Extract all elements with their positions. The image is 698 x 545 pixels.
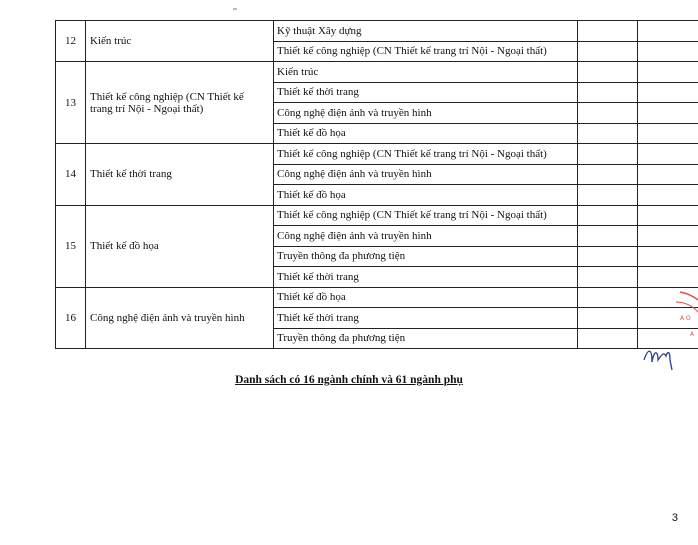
empty-cell xyxy=(578,308,638,329)
sub-major-name: Kỹ thuật Xây dựng xyxy=(274,21,578,42)
sub-major-name: Thiết kế thời trang xyxy=(274,267,578,288)
empty-cell xyxy=(638,21,698,42)
empty-cell xyxy=(638,246,698,267)
empty-cell xyxy=(578,21,638,42)
svg-text:A: A xyxy=(690,331,695,338)
empty-cell xyxy=(578,41,638,62)
table-row xyxy=(56,62,698,83)
sub-major-name: Thiết kế công nghiệp (CN Thiết kế trang trí Nội - Ngoại thất) xyxy=(274,41,578,62)
major-name: Công nghệ điện ảnh và truyền hình xyxy=(86,287,274,349)
empty-cell xyxy=(638,226,698,247)
empty-cell xyxy=(638,144,698,165)
sub-major-name: Thiết kế đồ họa xyxy=(274,185,578,206)
empty-cell xyxy=(578,164,638,185)
empty-cell xyxy=(578,328,638,349)
empty-cell xyxy=(578,205,638,226)
empty-cell xyxy=(578,246,638,267)
empty-cell xyxy=(638,82,698,103)
empty-cell xyxy=(638,62,698,83)
row-number: 14 xyxy=(56,144,86,206)
empty-cell xyxy=(638,123,698,144)
row-number: 12 xyxy=(56,21,86,62)
footer-summary: Danh sách có 16 ngành chính và 61 ngành phụ xyxy=(235,374,463,386)
empty-cell xyxy=(578,62,638,83)
table-row xyxy=(56,21,698,42)
sub-major-name: Công nghệ điện ảnh và truyền hình xyxy=(274,164,578,185)
sub-major-name: Công nghệ điện ảnh và truyền hình xyxy=(274,226,578,247)
sub-major-name: Thiết kế đồ họa xyxy=(274,287,578,308)
empty-cell xyxy=(578,123,638,144)
sub-major-name: Thiết kế thời trang xyxy=(274,82,578,103)
empty-cell xyxy=(578,185,638,206)
sub-major-name: Công nghệ điện ảnh và truyền hình xyxy=(274,103,578,124)
row-number: 16 xyxy=(56,287,86,349)
empty-cell xyxy=(638,267,698,288)
empty-cell xyxy=(638,103,698,124)
sub-major-name: Truyền thông đa phương tiện xyxy=(274,328,578,349)
table-row xyxy=(56,287,698,308)
sub-major-name: Kiến trúc xyxy=(274,62,578,83)
sub-major-name: Truyền thông đa phương tiện xyxy=(274,246,578,267)
empty-cell xyxy=(638,164,698,185)
empty-cell xyxy=(578,82,638,103)
empty-cell xyxy=(638,41,698,62)
empty-cell xyxy=(638,205,698,226)
major-table xyxy=(55,20,698,349)
sub-major-name: Thiết kế đồ họa xyxy=(274,123,578,144)
row-number: 13 xyxy=(56,62,86,144)
row-number: 15 xyxy=(56,205,86,287)
table-body xyxy=(56,21,698,349)
major-name: Thiết kế công nghiệp (CN Thiết kế trang trí Nội - Ngoại thất) xyxy=(86,62,274,144)
seal-stamp-icon xyxy=(640,290,698,380)
empty-cell xyxy=(578,267,638,288)
empty-cell xyxy=(638,185,698,206)
sub-major-name: Thiết kế thời trang xyxy=(274,308,578,329)
table-row xyxy=(56,144,698,165)
major-name: Thiết kế đồ họa xyxy=(86,205,274,287)
sub-major-name: Thiết kế công nghiệp (CN Thiết kế trang trí Nội - Ngoại thất) xyxy=(274,205,578,226)
empty-cell xyxy=(578,226,638,247)
page-speck xyxy=(233,8,237,10)
empty-cell xyxy=(578,144,638,165)
empty-cell xyxy=(578,103,638,124)
major-name: Kiến trúc xyxy=(86,21,274,62)
table-row xyxy=(56,205,698,226)
svg-text:A O: A O xyxy=(680,315,691,322)
empty-cell xyxy=(578,287,638,308)
major-name: Thiết kế thời trang xyxy=(86,144,274,206)
sub-major-name: Thiết kế công nghiệp (CN Thiết kế trang trí Nội - Ngoại thất) xyxy=(274,144,578,165)
page-number: 3 xyxy=(671,512,678,524)
